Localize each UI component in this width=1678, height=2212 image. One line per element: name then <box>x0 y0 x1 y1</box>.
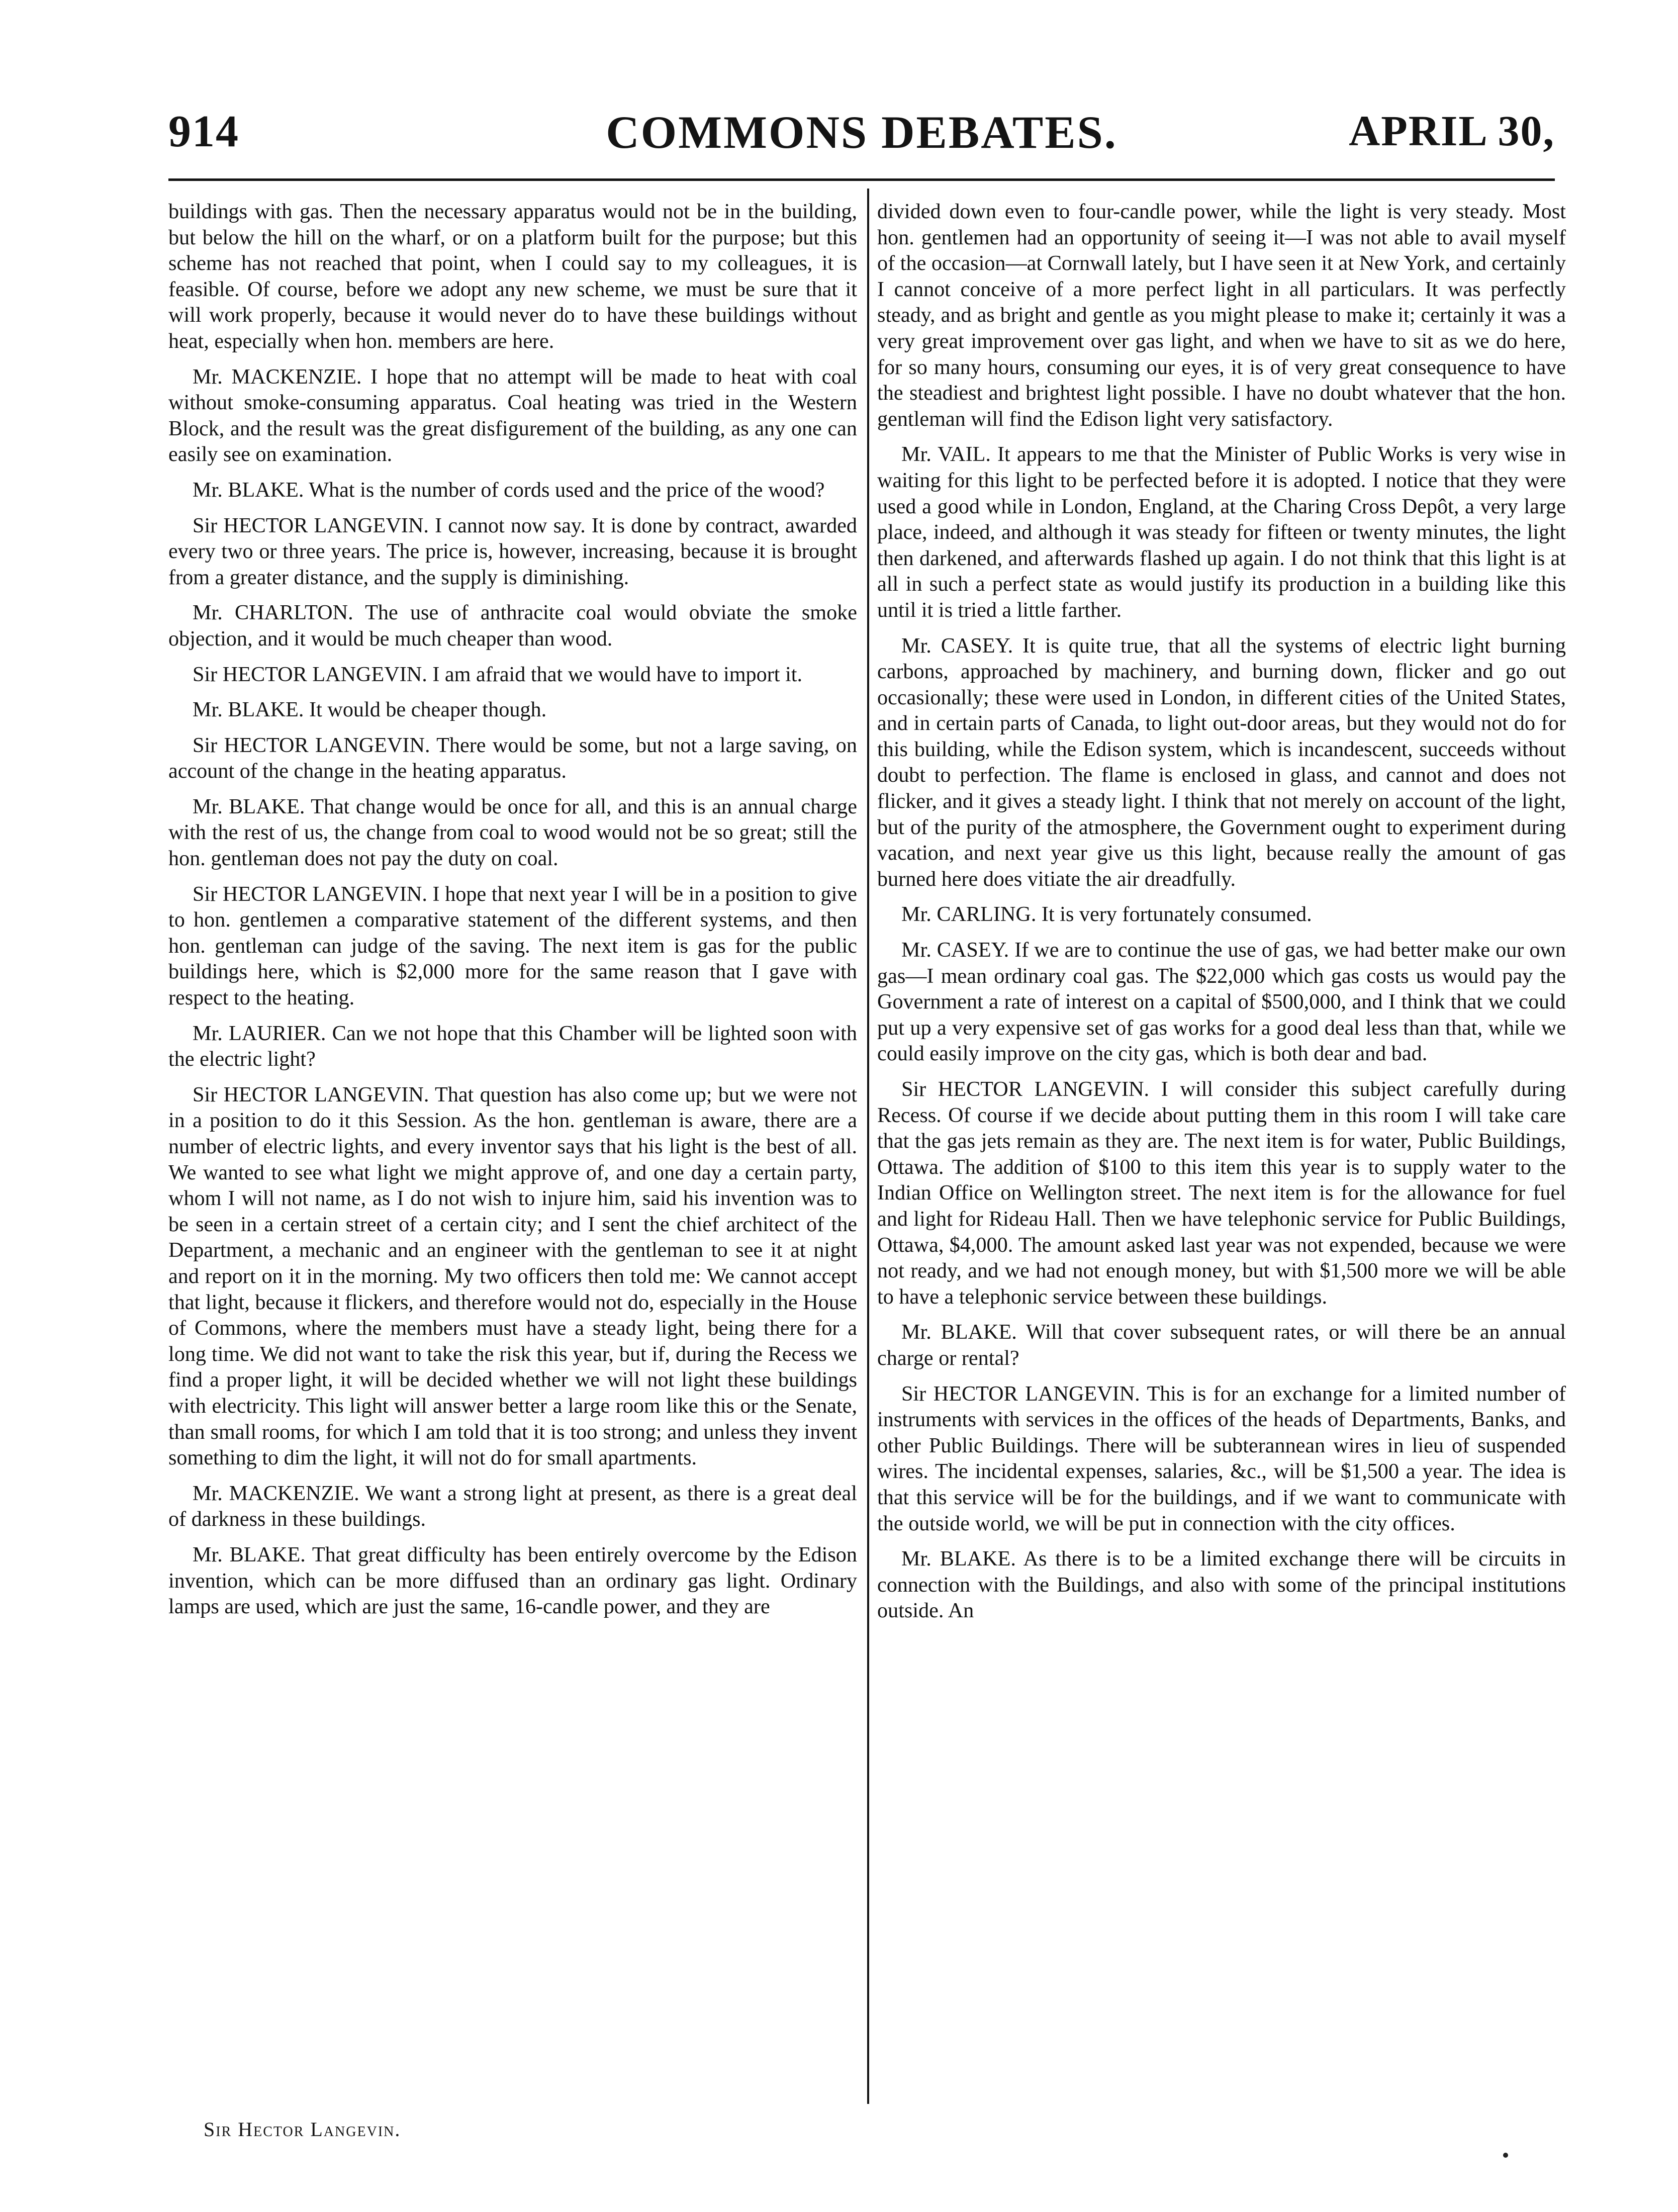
paragraph: Sir HECTOR LANGEVIN. I will consider this subject carefully during Recess. Of course if we decide about putting them in this room I will take care that the gas jets remain as they are. The next item is for water, Public Buildings, Ottawa. The addition of $100 to this item this year is to supply water to the Indian Office on Wellington street. The next item is for the allowance for fuel and light for Rideau Hall. Then we have telephonic service for Public Buildings, Ottawa, $4,000. The amount asked last year was not expended, because we were not ready, and we had not enough money, but with $1,500 more we will be able to have a telephonic service between these buildings. <box>877 1077 1566 1309</box>
paragraph: Sir HECTOR LANGEVIN. I hope that next year I will be in a position to give to hon. gentlemen a comparative statement of the different systems, and then hon. gentleman can judge of the saving. The next item is gas for the public buildings here, which is $2,000 more for the same reason that I gave with respect to the heating. <box>168 882 857 1010</box>
column-divider <box>867 189 869 2104</box>
paragraph: Mr. CASEY. It is quite true, that all the systems of electric light burning carbons, approached by machinery, and burning down, flicker and go out occasionally; these were used in London, in different cities of the United States, and in certain parts of Canada, to light out-door areas, but they would not do for this building, while the Edison system, which is incandescent, succeeds without doubt to perfection. The flame is enclosed in glass, and cannot and does not flicker, and it gives a steady light. I think that not merely on account of the light, but of the purity of the atmosphere, the Government ought to experiment during vacation, and next year give us this light, because really the amount of gas burned here does vitiate the air dreadfully. <box>877 633 1566 891</box>
publication-title: COMMONS DEBATES. <box>606 107 1117 158</box>
paragraph: Mr. BLAKE. It would be cheaper though. <box>193 698 547 722</box>
paragraph: Mr. BLAKE. Will that cover subsequent rates, or will there be an annual charge or rental? <box>877 1320 1566 1370</box>
paragraph: Mr. BLAKE. That change would be once for all, and this is an annual charge with the rest of us, the change from coal to wood would not be so great; still the hon. gentleman does not pay the duty on coal. <box>168 794 857 871</box>
page-header <box>168 106 1555 166</box>
header-rule <box>168 178 1555 181</box>
paragraph: Mr. BLAKE. That great difficulty has been entirely overcome by the Edison invention, which can be more diffused than an ordinary gas light. Ordinary lamps are used, which are just the same, 16-candle power, and they are <box>168 1542 857 1619</box>
paragraph: Sir HECTOR LANGEVIN. This is for an exchange for a limited number of instruments with services in the offices of the heads of Departments, Banks, and other Public Buildings. There will be subterannean wires in lieu of suspended wires. The incidental expenses, salaries, &c., will be $1,500 a year. The idea is that this service will be for the buildings, and if we want to communicate with the outside world, we will be put in connection with the city offices. <box>877 1381 1566 1535</box>
footer-running-name: Sir Hector Langevin. <box>204 2118 401 2141</box>
paragraph: Mr. CHARLTON. The use of anthracite coal would obviate the smoke objection, and it would be much cheaper than wood. <box>168 601 857 651</box>
paragraph: Mr. LAURIER. Can we not hope that this Chamber will be lighted soon with the electric light? <box>168 1021 857 1071</box>
paragraph: Mr. VAIL. It appears to me that the Minister of Public Works is very wise in waiting for this light to be perfected before it is adopted. I notice that they were used a good while in London, England, at the Charing Cross Depôt, a very large place, indeed, and although it was steady for fifteen or twenty minutes, the light then darkened, and afterwards flashed up again. I do not think that this light is at all in such a perfect state as would justify its production in a building like this until it is tried a little farther. <box>877 442 1566 622</box>
paragraph: Sir HECTOR LANGEVIN. I cannot now say. It is done by contract, awarded every two or three years. The price is, however, increasing, because it is brought from a greater distance, and the supply is diminishing. <box>168 513 857 589</box>
paragraph: divided down even to four-candle power, while the light is very steady. Most hon. gentlemen had an opportunity of seeing it—I was not able to avail myself of the occasion—at Cornwall lately, but I have seen it at New York, and certainly I cannot conceive of a more perfect light in all particulars. It was perfectly steady, and as bright and gentle as you might please to make it; certainly it was a very great improvement over gas light, and when we have to sit as we do here, for so many hours, consuming our eyes, it is of very great consequence to have the steadiest and brightest light possible. I have no doubt whatever that the hon. gentleman will find the Edison light very satisfactory. <box>877 200 1566 431</box>
paragraph: Mr. MACKENZIE. We want a strong light at present, as there is a great deal of darkness in these buildings. <box>168 1481 857 1531</box>
left-column <box>168 199 857 1629</box>
print-speck <box>1503 2153 1508 2158</box>
paragraph: Sir HECTOR LANGEVIN. There would be some, but not a large saving, on account of the change in the heating apparatus. <box>168 733 857 783</box>
paragraph: Mr. CASEY. If we are to continue the use of gas, we had better make our own gas—I mean ordinary coal gas. The $22,000 which gas costs us would pay the Government a rate of interest on a capital of $500,000, and I think that we could put up a very expensive set of gas works for a good deal less than that, while we could easily improve on the city gas, which is both dear and bad. <box>877 938 1566 1066</box>
paragraph: Mr. MACKENZIE. I hope that no attempt will be made to heat with coal without smoke-consuming apparatus. Coal heating was tried in the Western Block, and the result was the great disfigurement of the building, as any one can easily see on examination. <box>168 364 857 467</box>
page-date: APRIL 30, <box>1349 107 1555 155</box>
page-number: 914 <box>168 107 239 156</box>
paragraph: Sir HECTOR LANGEVIN. I am afraid that we would have to import it. <box>193 662 803 686</box>
paragraph: Mr. CARLING. It is very fortunately consumed. <box>901 902 1312 927</box>
paragraph: Sir HECTOR LANGEVIN. That question has also come up; but we were not in a position to do it this Session. As the hon. gentleman is aware, there are a number of electric lights, and every inventor says that his light is the best of all. We wanted to see what light we might approve of, and one day a certain party, whom I will not name, as I do not wish to injure him, said his invention was to be seen in a certain street of a certain city; and I sent the chief architect of the Department, a mechanic and an engineer with the gentleman to see it at night and report on it in the morning. My two officers then told me: We cannot accept that light, because it flickers, and therefore would not do, especially in the House of Commons, where the members must have a steady light, being there for a long time. We did not want to take the risk this year, but if, during the Recess we find a proper light, it will be decided whether we will not light these buildings with electricity. This light will answer better a large room like this or the Senate, than small rooms, for which I am told that it is too strong; and unless they invent something to dim the light, it will not do for small apartments. <box>168 1082 857 1470</box>
right-column <box>877 199 1566 1633</box>
paragraph: Mr. BLAKE. As there is to be a limited exchange there will be circuits in connection with the Buildings, and also with some of the principal institutions outside. An <box>877 1547 1566 1623</box>
paragraph: Mr. BLAKE. What is the number of cords used and the price of the wood? <box>193 478 825 502</box>
paragraph: buildings with gas. Then the necessary apparatus would not be in the building, but below the hill on the wharf, or on a platform built for the purpose; but this scheme has not reached that point, when I could say to my colleagues, it is feasible. Of course, before we adopt any new scheme, we must be sure that it will work properly, because it would never do to have these buildings without heat, especially when hon. members are here. <box>168 200 857 353</box>
